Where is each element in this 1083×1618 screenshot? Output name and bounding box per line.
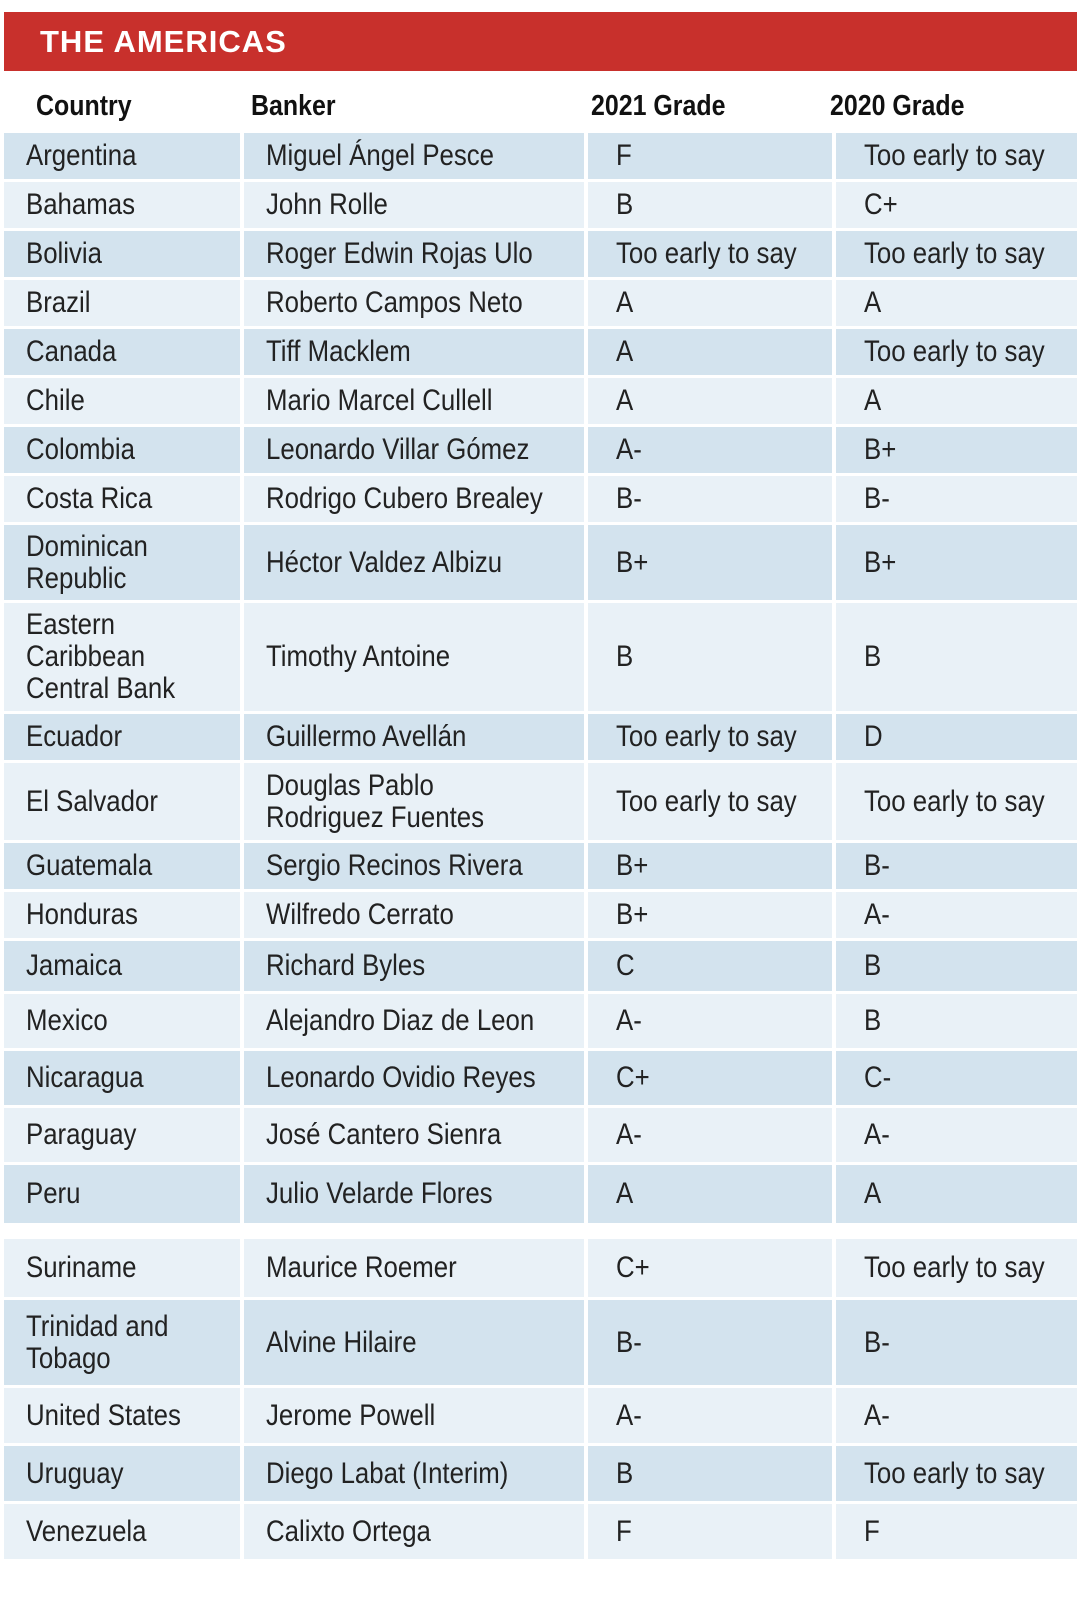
country-text: Brazil xyxy=(26,286,91,319)
banker-cell xyxy=(244,714,584,760)
country-text: Peru xyxy=(26,1177,81,1210)
grade-2021-text: B- xyxy=(616,482,642,515)
grade-2020-text: B xyxy=(864,949,882,982)
grade-2021-text: A xyxy=(616,1177,634,1210)
grade-2020-cell xyxy=(836,378,1077,424)
grade-2021-cell xyxy=(588,329,832,375)
grade-2021-cell xyxy=(588,427,832,473)
country-text: Eastern Caribbean Central Bank xyxy=(26,608,176,705)
country-cell xyxy=(4,994,240,1048)
grade-2021-cell xyxy=(588,476,832,522)
country-cell xyxy=(4,603,240,711)
grade-2020-text: C+ xyxy=(864,188,898,221)
grade-2020-cell xyxy=(836,1300,1077,1385)
section-banner xyxy=(4,12,1077,71)
grade-2021-cell xyxy=(588,892,832,938)
banker-text: Jerome Powell xyxy=(266,1398,436,1432)
banker-cell xyxy=(244,329,584,375)
banker-cell xyxy=(244,231,584,277)
country-cell xyxy=(4,476,240,522)
country-text: Guatemala xyxy=(26,849,153,882)
banker-text: Roger Edwin Rojas Ulo xyxy=(266,237,533,270)
grade-2020-cell xyxy=(836,1388,1077,1443)
country-cell xyxy=(4,427,240,473)
grade-2021-text: B+ xyxy=(616,849,649,882)
banker-text: Mario Marcel Cullell xyxy=(266,384,493,417)
country-text: Uruguay xyxy=(26,1456,124,1490)
grade-2021-text: B- xyxy=(616,1325,642,1359)
country-text: Argentina xyxy=(26,139,137,172)
banker-cell xyxy=(244,182,584,228)
table-row xyxy=(4,427,1077,473)
grade-2020-text: Too early to say xyxy=(864,335,1045,368)
table-row xyxy=(4,182,1077,228)
banker-cell xyxy=(244,1300,584,1385)
grade-2020-text: B+ xyxy=(864,433,897,466)
banker-text: Rodrigo Cubero Brealey xyxy=(266,482,543,515)
table-row xyxy=(4,133,1077,179)
banker-cell xyxy=(244,1051,584,1105)
grade-2020-cell xyxy=(836,231,1077,277)
grade-2020-cell xyxy=(836,427,1077,473)
grade-2020-cell xyxy=(836,1051,1077,1105)
table-header xyxy=(4,82,1077,130)
grade-2021-text: A- xyxy=(616,433,642,466)
country-cell xyxy=(4,892,240,938)
country-cell xyxy=(4,1165,240,1223)
banker-text: Guillermo Avellán xyxy=(266,720,467,753)
section-title: THE AMERICAS xyxy=(40,24,287,59)
country-cell xyxy=(4,280,240,326)
country-text: El Salvador xyxy=(26,784,158,818)
grade-2021-cell xyxy=(588,1300,832,1385)
grade-2021-cell xyxy=(588,1239,832,1297)
grade-2021-text: A xyxy=(616,384,634,417)
grade-2020-text: C- xyxy=(864,1061,892,1094)
table-row xyxy=(4,1446,1077,1501)
grade-2020-text: Too early to say xyxy=(864,1251,1045,1284)
grade-2021-cell xyxy=(588,280,832,326)
grade-2020-cell xyxy=(836,1504,1077,1559)
grade-2020-text: A- xyxy=(864,898,890,931)
country-cell xyxy=(4,329,240,375)
country-cell xyxy=(4,714,240,760)
grade-2021-text: A xyxy=(616,335,634,368)
banker-text: Alvine Hilaire xyxy=(266,1325,417,1359)
table-row xyxy=(4,714,1077,760)
grade-2020-cell xyxy=(836,182,1077,228)
banker-cell xyxy=(244,427,584,473)
grade-2020-text: B+ xyxy=(864,545,897,579)
banker-cell xyxy=(244,892,584,938)
grade-2021-text: A- xyxy=(616,1004,642,1037)
country-cell xyxy=(4,763,240,840)
grade-2021-text: Too early to say xyxy=(616,720,797,753)
grade-2020-cell xyxy=(836,476,1077,522)
banker-cell xyxy=(244,994,584,1048)
grade-2020-text: A xyxy=(864,1177,882,1210)
grade-2021-cell xyxy=(588,231,832,277)
country-cell xyxy=(4,1504,240,1559)
table-row xyxy=(4,280,1077,326)
country-cell xyxy=(4,1051,240,1105)
grade-2020-cell xyxy=(836,133,1077,179)
table-row xyxy=(4,1300,1077,1385)
grade-2021-cell xyxy=(588,941,832,991)
country-cell xyxy=(4,378,240,424)
banker-text: Miguel Ángel Pesce xyxy=(266,139,495,172)
country-cell xyxy=(4,1388,240,1443)
country-cell xyxy=(4,1108,240,1162)
banker-cell xyxy=(244,280,584,326)
banker-text: Wilfredo Cerrato xyxy=(266,898,454,931)
grade-2020-text: A xyxy=(864,384,882,417)
grade-2020-text: A- xyxy=(864,1398,890,1432)
grade-2020-cell xyxy=(836,1108,1077,1162)
grade-2021-cell xyxy=(588,714,832,760)
table-row xyxy=(4,1504,1077,1559)
table-row xyxy=(4,843,1077,889)
banker-text: Sergio Recinos Rivera xyxy=(266,849,523,882)
grade-2021-cell xyxy=(588,994,832,1048)
grade-2021-text: F xyxy=(616,1514,632,1548)
grade-2020-text: B xyxy=(864,1004,882,1037)
column-header-2021-grade: 2021 Grade xyxy=(591,90,726,122)
table-row xyxy=(4,603,1077,711)
table-row xyxy=(4,892,1077,938)
banker-text: Leonardo Villar Gómez xyxy=(266,433,530,466)
country-text: Honduras xyxy=(26,898,138,931)
banker-cell xyxy=(244,941,584,991)
table-row xyxy=(4,378,1077,424)
country-text: Nicaragua xyxy=(26,1061,144,1094)
table-row xyxy=(4,1388,1077,1443)
grade-2021-cell xyxy=(588,843,832,889)
grade-2020-text: F xyxy=(864,1514,880,1548)
table-row xyxy=(4,1165,1077,1223)
grade-2021-text: F xyxy=(616,139,632,172)
column-header-country: Country xyxy=(36,90,132,122)
grade-2020-text: A xyxy=(864,286,882,319)
country-text: Mexico xyxy=(26,1004,108,1037)
banker-text: Leonardo Ovidio Reyes xyxy=(266,1061,536,1094)
grade-2020-cell xyxy=(836,603,1077,711)
country-cell xyxy=(4,182,240,228)
country-cell xyxy=(4,231,240,277)
banker-cell xyxy=(244,603,584,711)
country-text: Chile xyxy=(26,384,85,417)
grade-2021-cell xyxy=(588,1108,832,1162)
grade-2021-cell xyxy=(588,133,832,179)
grade-2021-text: C+ xyxy=(616,1061,650,1094)
grade-2021-cell xyxy=(588,182,832,228)
grade-2021-cell xyxy=(588,603,832,711)
banker-text: Roberto Campos Neto xyxy=(266,286,523,319)
country-cell xyxy=(4,525,240,600)
country-text: Paraguay xyxy=(26,1118,137,1151)
grade-2020-cell xyxy=(836,941,1077,991)
grade-2021-text: A- xyxy=(616,1118,642,1151)
grade-2020-text: Too early to say xyxy=(864,1456,1045,1490)
country-cell xyxy=(4,133,240,179)
grade-2020-cell xyxy=(836,714,1077,760)
grade-2021-cell xyxy=(588,1388,832,1443)
grade-2021-text: A- xyxy=(616,1398,642,1432)
table-row xyxy=(4,941,1077,991)
grade-2021-text: B+ xyxy=(616,545,649,579)
banker-text: Timothy Antoine xyxy=(266,640,451,673)
grade-2021-cell xyxy=(588,378,832,424)
banker-cell xyxy=(244,843,584,889)
banker-cell xyxy=(244,1165,584,1223)
banker-text: John Rolle xyxy=(266,188,388,221)
banker-text: José Cantero Sienra xyxy=(266,1118,502,1151)
banker-cell xyxy=(244,1446,584,1501)
grade-2020-cell xyxy=(836,843,1077,889)
grade-2021-cell xyxy=(588,1504,832,1559)
banker-cell xyxy=(244,378,584,424)
banker-text: Diego Labat (Interim) xyxy=(266,1456,509,1490)
grade-2021-text: A xyxy=(616,286,634,319)
grade-2021-cell xyxy=(588,763,832,840)
grade-2020-cell xyxy=(836,525,1077,600)
country-text: Jamaica xyxy=(26,949,123,982)
grade-2021-text: C+ xyxy=(616,1251,650,1284)
column-header-2020-grade: 2020 Grade xyxy=(830,90,965,122)
banker-text: Héctor Valdez Albizu xyxy=(266,545,503,579)
grade-2021-text: B xyxy=(616,640,634,673)
country-text: Ecuador xyxy=(26,720,123,753)
table-row xyxy=(4,1239,1077,1297)
banker-text: Julio Velarde Flores xyxy=(266,1177,493,1210)
grade-2020-cell xyxy=(836,763,1077,840)
grade-2020-text: Too early to say xyxy=(864,139,1045,172)
grade-2021-text: B xyxy=(616,1456,634,1490)
table-row xyxy=(4,1108,1077,1162)
grade-2021-cell xyxy=(588,1051,832,1105)
banker-cell xyxy=(244,133,584,179)
country-text: Costa Rica xyxy=(26,482,153,515)
grade-2020-text: Too early to say xyxy=(864,237,1045,270)
banker-cell xyxy=(244,525,584,600)
grade-2021-text: B xyxy=(616,188,634,221)
banker-cell xyxy=(244,476,584,522)
table-row xyxy=(4,763,1077,840)
table-row xyxy=(4,1051,1077,1105)
country-text: Suriname xyxy=(26,1251,137,1284)
grade-2020-cell xyxy=(836,892,1077,938)
grade-2020-text: Too early to say xyxy=(864,784,1045,818)
grade-2020-cell xyxy=(836,1446,1077,1501)
grade-2020-cell xyxy=(836,1239,1077,1297)
table-row xyxy=(4,329,1077,375)
country-text: United States xyxy=(26,1398,181,1432)
banker-text: Calixto Ortega xyxy=(266,1514,431,1548)
country-cell xyxy=(4,1446,240,1501)
country-text: Venezuela xyxy=(26,1514,147,1548)
grade-2020-cell xyxy=(836,280,1077,326)
country-cell xyxy=(4,941,240,991)
banker-text: Maurice Roemer xyxy=(266,1251,457,1284)
grade-2021-text: Too early to say xyxy=(616,237,797,270)
grade-2020-text: B- xyxy=(864,1325,890,1359)
grade-2020-text: B- xyxy=(864,849,890,882)
grade-2020-cell xyxy=(836,1165,1077,1223)
grade-2020-cell xyxy=(836,994,1077,1048)
country-cell xyxy=(4,1300,240,1385)
banker-text: Alejandro Diaz de Leon xyxy=(266,1004,535,1037)
grade-2021-text: C xyxy=(616,949,635,982)
country-text: Bolivia xyxy=(26,237,103,270)
table-row xyxy=(4,476,1077,522)
banker-cell xyxy=(244,763,584,840)
banker-cell xyxy=(244,1504,584,1559)
grade-2020-cell xyxy=(836,329,1077,375)
grade-2021-cell xyxy=(588,525,832,600)
banker-text: Douglas Pablo Rodriguez Fuentes xyxy=(266,768,484,834)
table-row xyxy=(4,525,1077,600)
grade-2021-cell xyxy=(588,1165,832,1223)
country-text: Colombia xyxy=(26,433,135,466)
country-cell xyxy=(4,1239,240,1297)
grade-2021-text: B+ xyxy=(616,898,649,931)
grade-2021-cell xyxy=(588,1446,832,1501)
banker-cell xyxy=(244,1239,584,1297)
grade-2020-text: B xyxy=(864,640,882,673)
grade-2020-text: B- xyxy=(864,482,890,515)
country-text: Bahamas xyxy=(26,188,136,221)
grade-2021-text: Too early to say xyxy=(616,784,797,818)
banker-cell xyxy=(244,1388,584,1443)
grade-2020-text: D xyxy=(864,720,883,753)
column-header-banker: Banker xyxy=(251,90,336,122)
banker-text: Tiff Macklem xyxy=(266,335,411,368)
country-text: Canada xyxy=(26,335,117,368)
country-text: Trinidad and Tobago xyxy=(26,1309,169,1375)
banker-cell xyxy=(244,1108,584,1162)
grade-2020-text: A- xyxy=(864,1118,890,1151)
table-row xyxy=(4,994,1077,1048)
table-row xyxy=(4,231,1077,277)
banker-text: Richard Byles xyxy=(266,949,426,982)
country-cell xyxy=(4,843,240,889)
country-text: Dominican Republic xyxy=(26,529,148,595)
